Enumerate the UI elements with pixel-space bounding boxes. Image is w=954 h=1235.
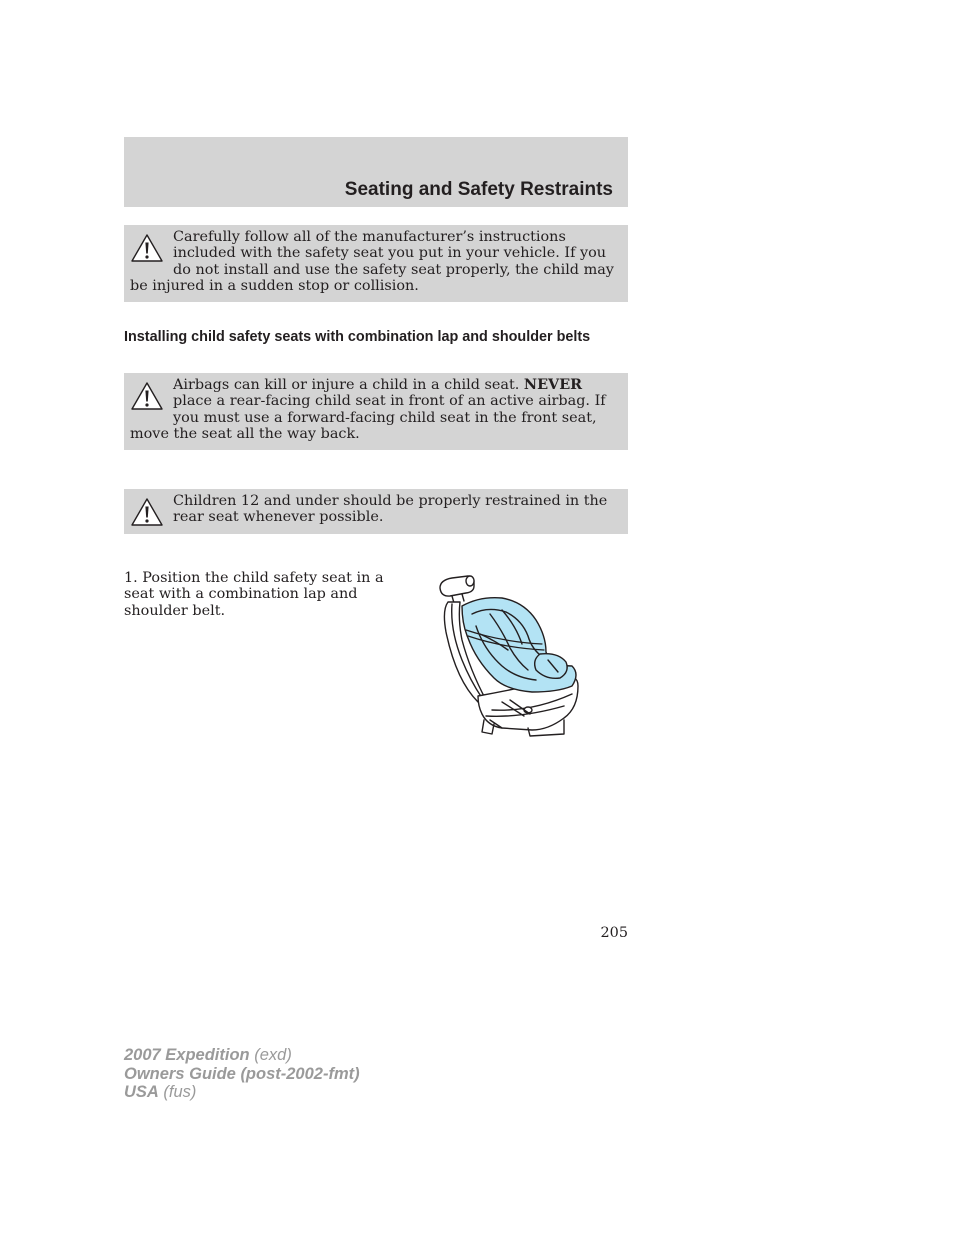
- step-1-text: 1. Position the child safety seat in a seat with a combination lap and shoulder belt.: [124, 570, 384, 619]
- warning-triangle-icon: [130, 381, 164, 411]
- warning-emphasis: NEVER: [523, 376, 583, 393]
- child-safety-seat-illustration: [432, 570, 588, 738]
- section-title: Seating and Safety Restraints: [344, 179, 613, 200]
- warning-triangle-icon: [130, 497, 164, 527]
- warning-text-after: place a rear-facing child seat in front of an active airbag. If you must use a forward-facing child seat in the front seat, move the seat all the way back.: [130, 393, 606, 443]
- page-number: 205: [600, 925, 628, 941]
- subheading: Installing child safety seats with combination lap and shoulder belts: [124, 329, 591, 345]
- footer-market: USA: [124, 1083, 159, 1101]
- footer-market-code: (fus): [158, 1083, 197, 1101]
- document-footer: [124, 1046, 360, 1102]
- warning-text-before: Airbags can kill or injure a child in a child seat.: [173, 377, 524, 393]
- warning-box-airbag: [124, 373, 628, 450]
- footer-model-code: (exd): [249, 1046, 292, 1064]
- footer-line-guide: [124, 1065, 360, 1084]
- footer-model: 2007 Expedition: [124, 1046, 250, 1064]
- warning-box-rear-seat: [124, 489, 628, 534]
- footer-line-model: [124, 1046, 360, 1065]
- warning-box-instructions: [124, 225, 628, 302]
- footer-line-market: [124, 1083, 360, 1102]
- warning-text: [130, 377, 606, 442]
- warning-text: Carefully follow all of the manufacturer’s instructions included with the safety seat you put in your vehicle. If you do not install and use the safety seat properly, the child may be injured in a sudden stop or collision.: [130, 229, 614, 295]
- warning-text: Children 12 and under should be properly restrained in the rear seat whenever possible.: [173, 493, 608, 526]
- section-header-band: [124, 137, 628, 207]
- footer-guide: Owners Guide (post-2002-fmt): [124, 1064, 360, 1083]
- warning-triangle-icon: [130, 233, 164, 263]
